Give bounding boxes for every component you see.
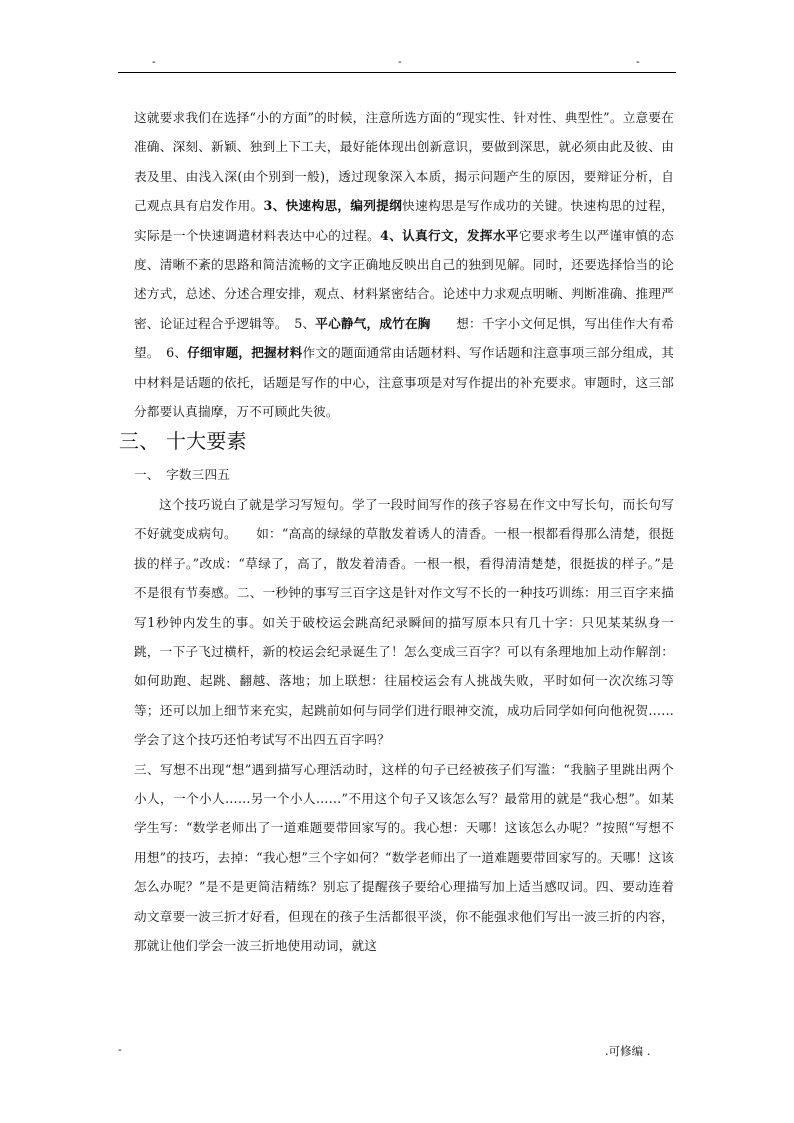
text-segment: 作文的题面通常由话题材料、写作话题和注意事项三部分组成，其中材料是话题的依托，话题是写作的中心，注意事项是对写作提出的补充要求。审题时，这三部分都要认真揣摩，万不可顾此失彼。: [134, 345, 674, 420]
paragraph-writing-steps: [134, 103, 674, 426]
section-heading: 三、 十大要素: [119, 429, 247, 454]
header-mark-right: -: [636, 55, 640, 68]
step-5-heading: 平心静气，成竹在胸: [315, 315, 431, 331]
text-segment: 想：千字小文何足惧，写出佳作大有希望。 6、: [134, 315, 674, 361]
footer-editable-note: .可修编 .: [605, 1044, 651, 1058]
header-mark-center: -: [398, 55, 402, 68]
step-4-heading: 4、认真行文，发挥水平: [380, 227, 519, 243]
text-segment: 它要求考生以严谨审慎的态度、清晰不紊的思路和简洁流畅的文字正确地反映出自己的独到见解。同时，还要选择恰当的论述方式，总述、分述合理安排，观点、材料紧密结合。论述中力求观点明晰、判断准确、推理严密、论证过程合乎逻辑等。 5、: [134, 227, 674, 331]
document-body: [119, 103, 675, 960]
text-segment: 快速构思是写作成功的关键。快速构思的过程，实际是一个快速调遣材料表达中心的过程。: [134, 198, 675, 243]
header-mark-left: -: [152, 55, 156, 68]
step-3-heading: 3、快速构思，编列提纲: [263, 198, 403, 214]
text-segment: 这就要求我们在选择“小的方面”的时候，注意所选方面的“现实性、针对性、典型性”。立意要在准确、深刻、新颖、独到上下工夫，最好能体现出创新意识，要做到深思，就必须由此及彼、由表及里、由浅入深(由个别到一般)，透过现象深入本质，揭示问题产生的原因，要辩证分析，自己观点具有启发作用。: [134, 110, 674, 214]
paragraph-short-sentences: 这个技巧说白了就是学习写短句。学了一段时间写作的孩子容易在作文中写长句，而长句写不好就变成病句。 如：“高高的绿绿的草散发着诱人的清香。一根一根都看得那么清楚，很挺拔的样子。”改成：“草绿了，高了，散发着清香。一根一根，看得清清楚楚，很挺拔的样子。”是不是很有节奏感。二、一秒钟的事写三百字这是针对作文写不长的一种技巧训练：用三百字来描写1秒钟内发生的事。如关于破校运会跳高纪录瞬间的描写原本只有几十字：只见某某纵身一跳，一下子飞过横杆，新的校运会纪录诞生了！怎么变成三百字？可以有条理地加上动作解剖：如何助跑、起跳、翻越、落地；加上联想：往届校运会有人挑战失败，平时如何一次次练习等等；还可以加上细节来充实，起跳前如何与同学们进行眼神交流，成功后同学如何向他祝贺……学会了这个技巧还怕考试写不出四五百字吗？: [134, 496, 674, 748]
header-rule: [118, 72, 676, 73]
step-6-heading: 仔细审题，把握材料: [187, 345, 303, 361]
footer-mark-left: -: [118, 1043, 122, 1056]
paragraph-psychology-writing: 三、写想不出现“想”遇到描写心理活动时，这样的句子已经被孩子们写滥：“我脑子里跳出两个小人，一个小人……另一个小人……”不用这个句子又该怎么写？最常用的就是“我心想”。如某学生写：“数学老师出了一道难题要带回家写的。我心想：天哪！这该怎么办呢？”按照“写想不用想”的技巧，去掉：“我心想”三个字如何？“数学老师出了一道难题要带回家写的。天哪！这该怎么办呢？”是不是更简洁精练？别忘了提醒孩子要给心理描写加上适当感叹词。四、要动连着动文章要一波三折才好看，但现在的孩子生活都很平淡，你不能强求他们写出一波三折的内容，那就让他们学会一波三折地使用动词，就这: [134, 761, 674, 953]
subsection-heading: 一、 字数三四五: [134, 467, 231, 483]
